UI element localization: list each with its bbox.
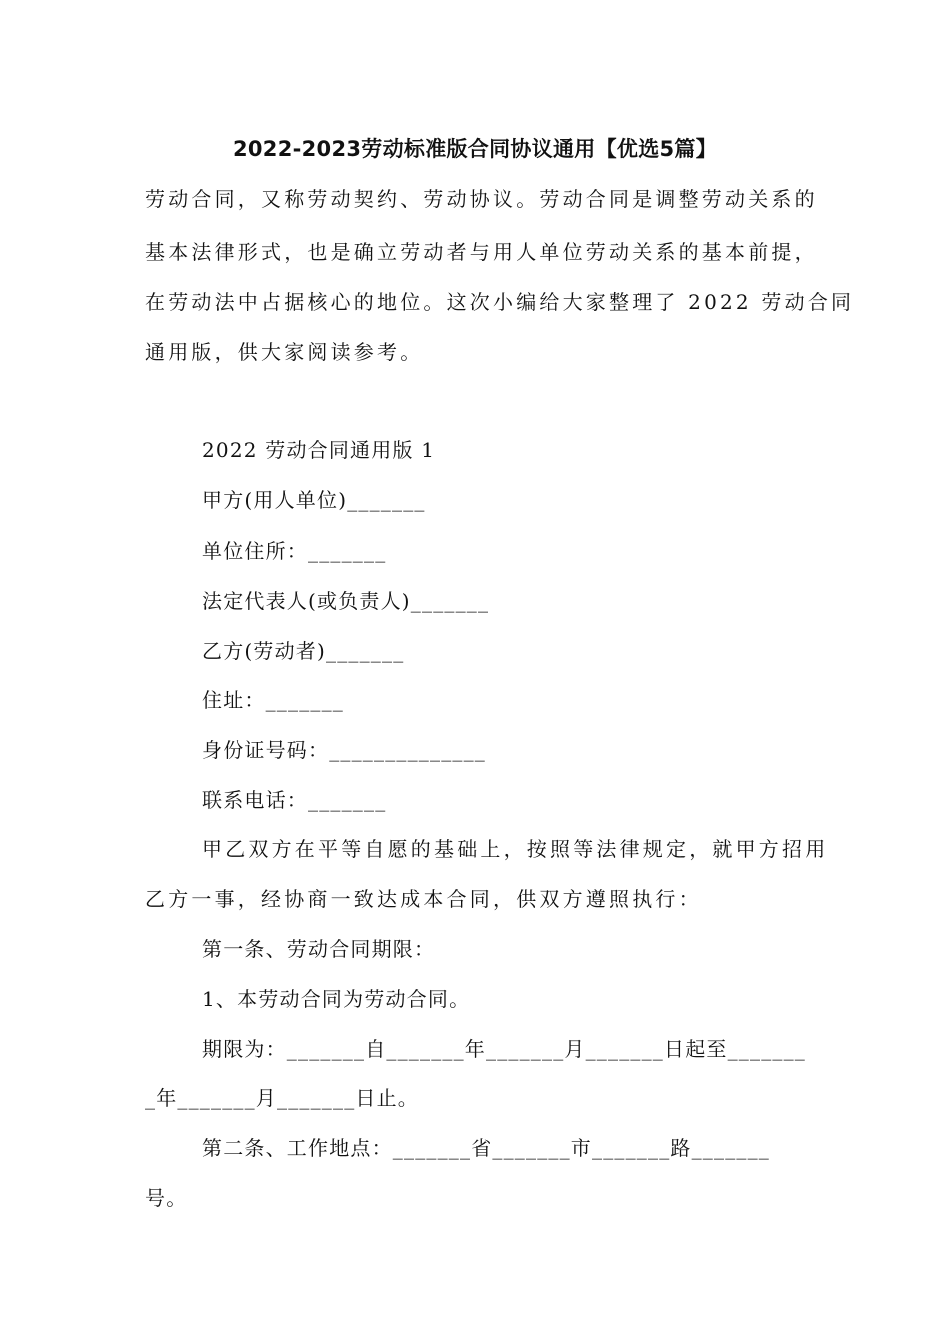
article-1-title: 第一条、劳动合同期限： [202, 937, 436, 961]
phone-field: 联系电话：_______ [202, 788, 387, 812]
address-field: 住址：_______ [202, 688, 344, 712]
article-2-line-2: 号。 [145, 1186, 188, 1210]
term-line-1: 期限为：_______自_______年_______月_______日起至_______ [202, 1037, 806, 1061]
unit-address-field: 单位住所：_______ [202, 539, 387, 563]
document-title: 2022-2023劳动标准版合同协议通用【优选5篇】 [232, 137, 718, 161]
party-a-field: 甲方(用人单位)_______ [202, 488, 426, 512]
intro-line-3: 在劳动法中占据核心的地位。这次小编给大家整理了 2022 劳动合同 [145, 290, 855, 314]
intro-line-2: 基本法律形式，也是确立劳动者与用人单位劳动关系的基本前提， [145, 240, 818, 264]
intro-line-4: 通用版，供大家阅读参考。 [145, 340, 424, 364]
legal-representative-field: 法定代表人(或负责人)_______ [202, 589, 490, 613]
agreement-line-2: 乙方一事，经协商一致达成本合同，供双方遵照执行： [145, 887, 702, 911]
article-2-line-1: 第二条、工作地点：_______省_______市_______路_______ [202, 1136, 770, 1160]
intro-line-1: 劳动合同，又称劳动契约、劳动协议。劳动合同是调整劳动关系的 [145, 187, 818, 211]
party-b-field: 乙方(劳动者)_______ [202, 639, 405, 663]
article-1-item-1: 1、本劳动合同为劳动合同。 [202, 987, 471, 1011]
term-line-2: _年_______月_______日止。 [145, 1086, 419, 1110]
id-number-field: 身份证号码：______________ [202, 738, 486, 762]
section-heading: 2022 劳动合同通用版 1 [202, 438, 436, 462]
agreement-line-1: 甲乙双方在平等自愿的基础上，按照等法律规定，就甲方招用 [202, 837, 829, 861]
